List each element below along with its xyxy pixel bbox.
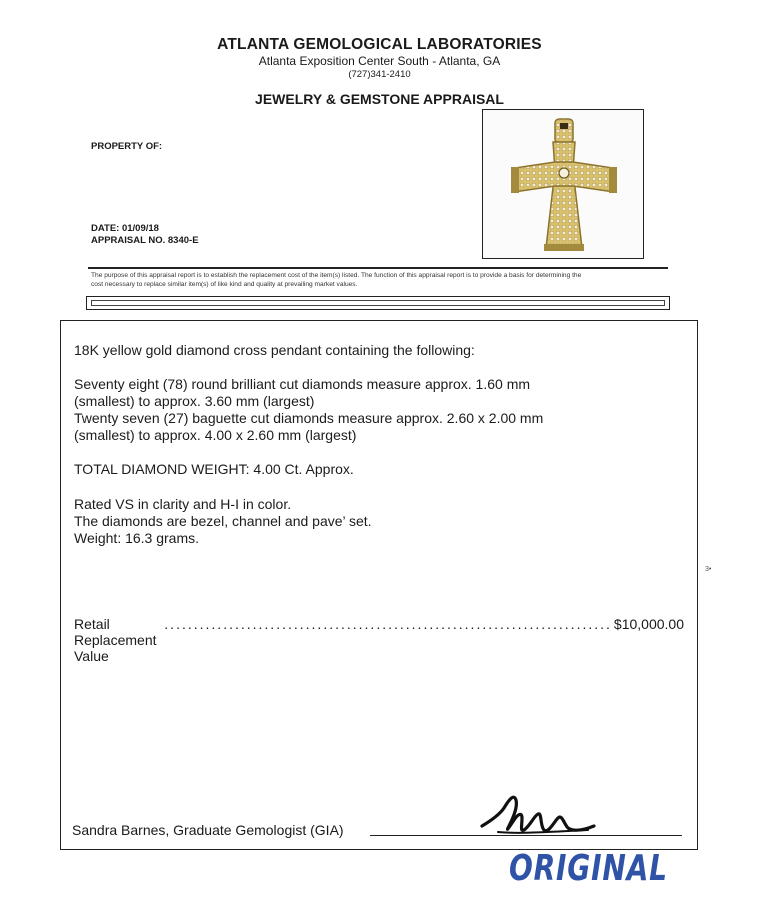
clarity-color-rating: Rated VS in clarity and H-I in color. [74, 496, 292, 512]
leader-dots: ............................................................................ [164, 616, 612, 632]
retail-value-row [74, 616, 684, 664]
handwritten-signature [478, 786, 598, 850]
purpose-line-2: cost necessary to replace similar item(s) of like kind and quality at prevailing market values. [91, 280, 358, 288]
company-phone: (727)341-2410 [348, 69, 411, 80]
total-diamond-weight: TOTAL DIAMOND WEIGHT: 4.00 Ct. Approx. [74, 461, 354, 477]
diamond-line-4: (smallest) to approx. 4.00 x 2.60 mm (largest) [74, 427, 357, 443]
document-title: JEWELRY & GEMSTONE APPRAISAL [255, 91, 504, 107]
original-stamp: ORIGINAL [509, 848, 668, 889]
appraisal-date: DATE: 01/09/18 [91, 223, 159, 234]
bail-shape [555, 119, 573, 143]
diamond-line-2: (smallest) to approx. 3.60 mm (largest) [74, 393, 315, 409]
header-divider [88, 267, 668, 269]
company-address: Atlanta Exposition Center South - Atlanta, GA [258, 54, 501, 68]
setting-description: The diamonds are bezel, channel and pave’ set. [74, 513, 372, 529]
property-of-label: PROPERTY OF: [91, 141, 163, 152]
retail-value-amount: $10,000.00 [613, 616, 684, 632]
cross-pendant-photo [483, 110, 643, 258]
retail-value-label: Retail Replacement Value [74, 616, 157, 664]
appraiser-name: Sandra Barnes, Graduate Gemologist (GIA) [72, 822, 344, 838]
purpose-statement [91, 272, 661, 289]
gram-weight: Weight: 16.3 grams. [74, 530, 200, 546]
item-intro: 18K yellow gold diamond cross pendant containing the following: [74, 342, 475, 358]
appraisal-number: APPRAISAL NO. 8340-E [91, 235, 199, 246]
purpose-line-1: The purpose of this appraisal report is to establish the replacement cost of the item(s) listed. The function of this appraisal report is to provide a basis for determining the [91, 272, 582, 279]
cross-vertical [546, 142, 582, 248]
diamond-line-1: Seventy eight (78) round brilliant cut diamonds measure approx. 1.60 mm [74, 376, 531, 392]
margin-mark: 3• [705, 566, 712, 573]
decorative-band [86, 296, 670, 310]
diamond-line-3: Twenty seven (27) baguette cut diamonds measure approx. 2.60 x 2.00 mm [74, 410, 544, 426]
company-name: ATLANTA GEMOLOGICAL LABORATORIES [217, 36, 542, 53]
item-photo-frame [482, 109, 644, 259]
